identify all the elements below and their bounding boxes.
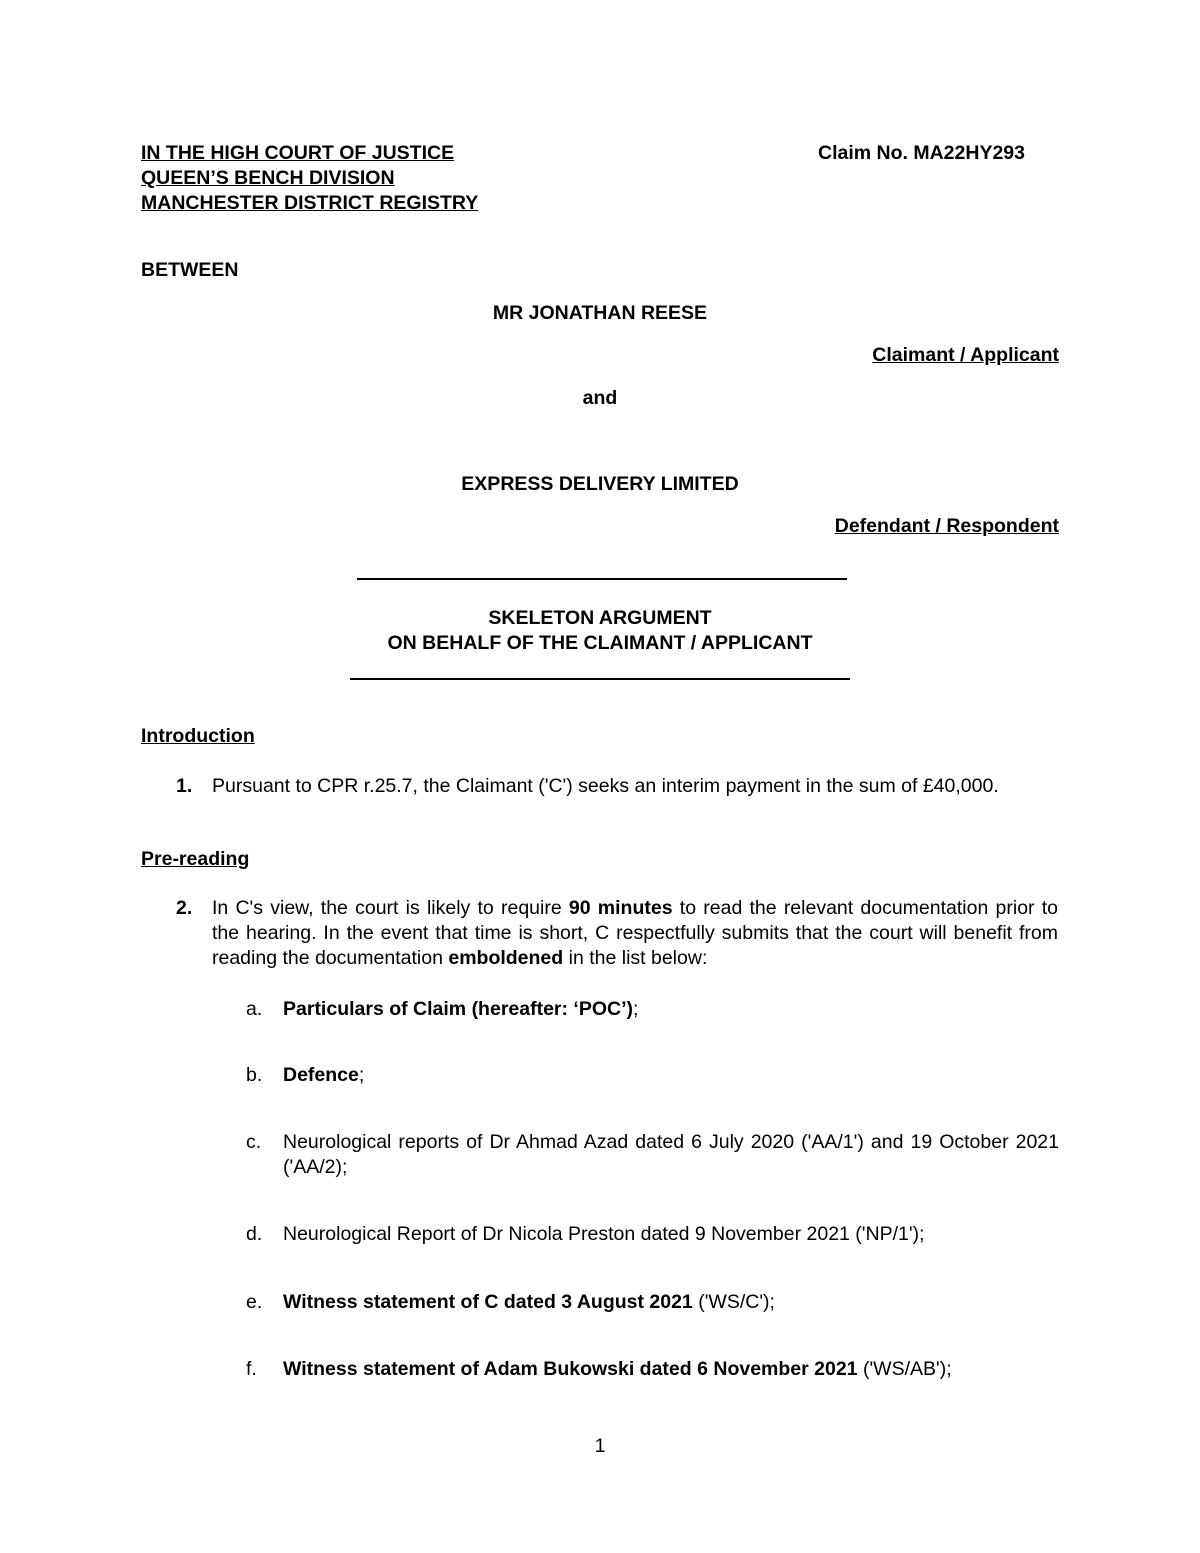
between-label: BETWEEN — [141, 259, 239, 281]
list-item: Defence; — [283, 1064, 365, 1086]
paragraph-number-1: 1. — [176, 775, 193, 797]
section-heading-prereading: Pre-reading — [141, 848, 250, 870]
list-item: Neurological reports of Dr Ahmad Azad dated 6 July 2020 ('AA/1') and 19 October 2021 ('AA/2); — [283, 1131, 1059, 1178]
court-division: QUEEN’S BENCH DIVISION — [141, 167, 395, 189]
and-label: and — [582, 387, 618, 409]
court-name: IN THE HIGH COURT OF JUSTICE — [141, 142, 455, 164]
claimant-role: Claimant / Applicant — [872, 344, 1059, 366]
title-line1: SKELETON ARGUMENT — [488, 607, 712, 629]
list-letter: a. — [246, 998, 263, 1020]
list-letter: b. — [246, 1064, 263, 1086]
claimant-name: MR JONATHAN REESE — [492, 302, 708, 324]
defendant-name: EXPRESS DELIVERY LIMITED — [461, 473, 739, 495]
list-item: Witness statement of C dated 3 August 2021 ('WS/C'); — [283, 1291, 775, 1313]
list-letter: d. — [246, 1223, 263, 1245]
list-letter: f. — [246, 1358, 257, 1380]
page-number: 1 — [594, 1435, 606, 1457]
paragraph-1: Pursuant to CPR r.25.7, the Claimant ('C') seeks an interim payment in the sum of £40,000. — [212, 775, 999, 797]
section-heading-introduction: Introduction — [141, 725, 255, 747]
title-rule-top — [357, 578, 847, 580]
defendant-role: Defendant / Respondent — [834, 515, 1059, 537]
list-item: Witness statement of Adam Bukowski dated 6 November 2021 ('WS/AB'); — [283, 1358, 952, 1380]
claim-number: Claim No. MA22HY293 — [818, 142, 1025, 164]
list-letter: c. — [246, 1131, 262, 1153]
title-rule-bottom — [350, 678, 850, 680]
court-registry: MANCHESTER DISTRICT REGISTRY — [141, 192, 479, 214]
paragraph-2: In C's view, the court is likely to require 90 minutes to read the relevant documentation prior to the hearing. In the event that time is short, C respectfully submits that the court will benefit from reading the documentation emboldened in the list below: — [212, 897, 1059, 969]
list-letter: e. — [246, 1291, 263, 1313]
title-line2: ON BEHALF OF THE CLAIMANT / APPLICANT — [387, 632, 813, 654]
list-item: Particulars of Claim (hereafter: ‘POC’); — [283, 998, 639, 1020]
paragraph-number-2: 2. — [176, 897, 193, 919]
list-item: Neurological Report of Dr Nicola Preston dated 9 November 2021 ('NP/1'); — [283, 1223, 925, 1245]
